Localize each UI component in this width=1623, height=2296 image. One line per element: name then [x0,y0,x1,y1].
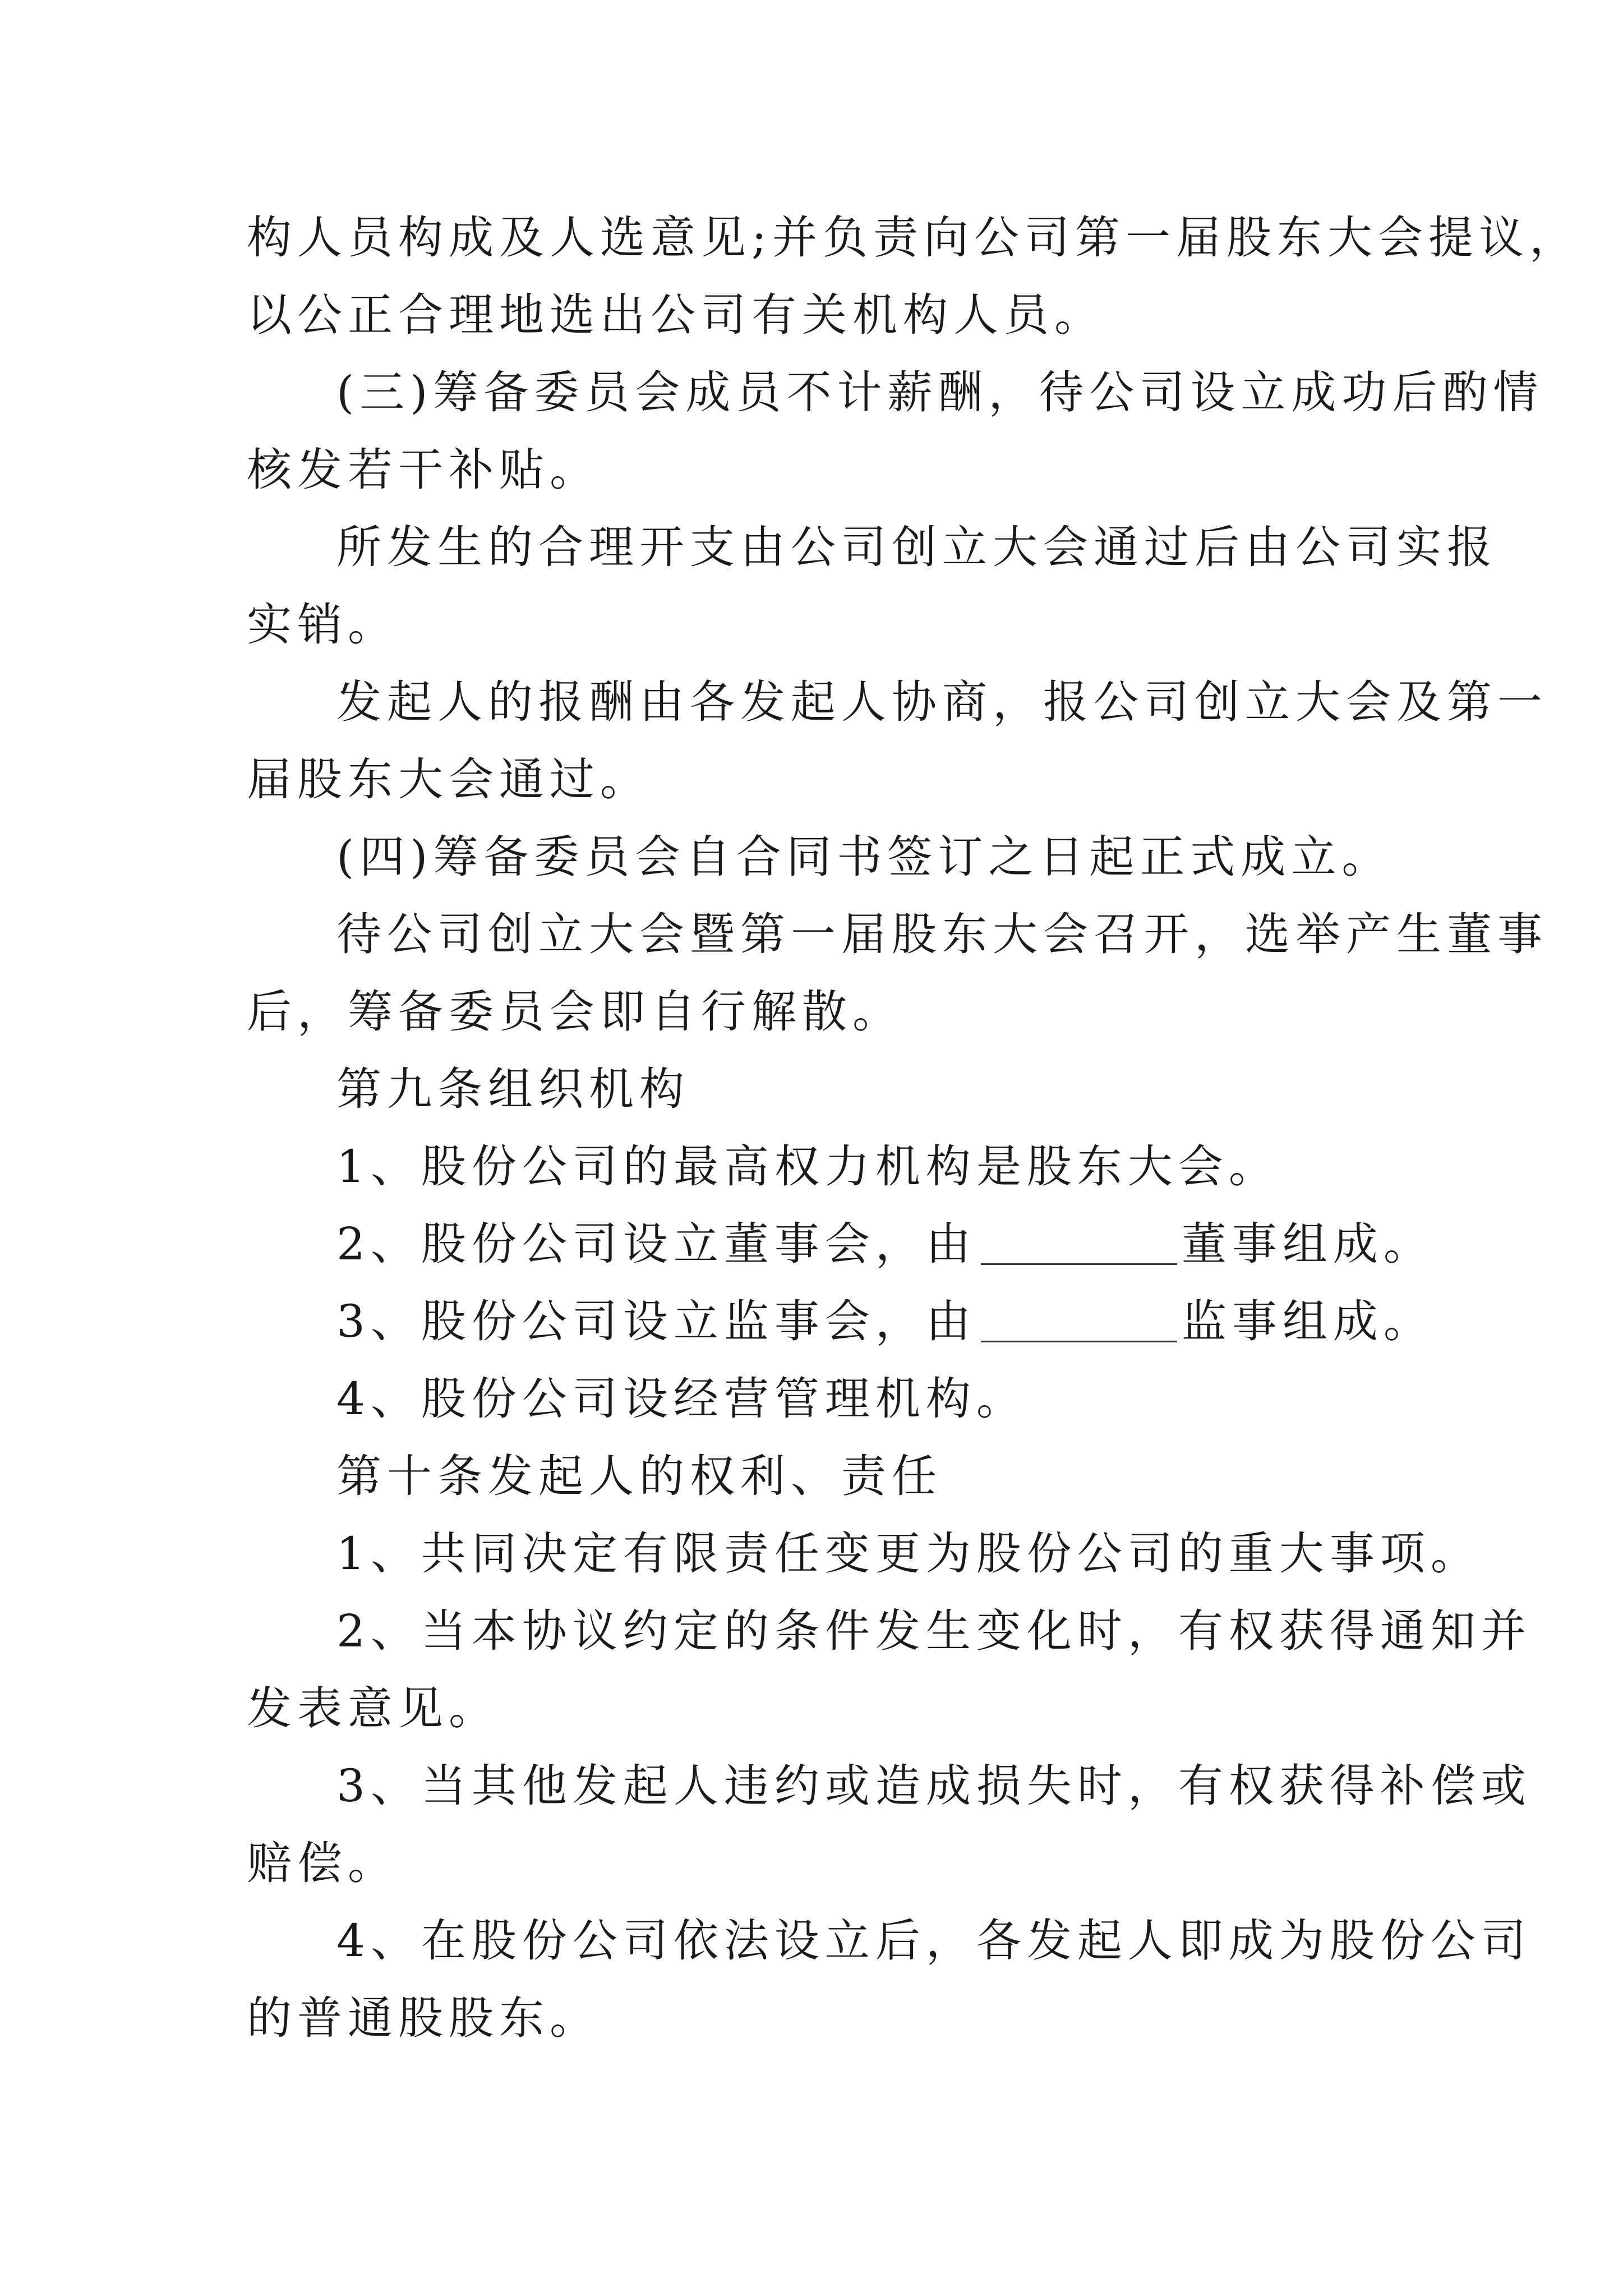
text-line-4: 核发若干补贴。 [247,444,600,496]
text-line-16: 4、股份公司设经营管理机构。 [336,1373,1027,1425]
text-line-2: 以公正合理地选出公司有关机构人员。 [247,289,1105,341]
text-line-24: 的普通股股东。 [247,1992,600,2044]
text-line-11: 后，筹备委员会即自行解散。 [247,986,903,1038]
fill-in-blank-supervisors [981,1296,1177,1342]
article-9-heading: 第九条组织机构 [336,1063,690,1115]
text-line-9: (四)筹备委员会自合同书签订之日起正式成立。 [336,831,1393,883]
text-line-14-prefix: 2、股份公司设立董事会，由 [336,1218,976,1270]
text-line-18: 1、共同决定有限责任变更为股份公司的重大事项。 [336,1527,1481,1580]
text-line-23: 4、在股份公司依法设立后，各发起人即成为股份公司 [336,1915,1532,1967]
text-line-14 [247,1205,1434,1283]
text-line-20: 发表意见。 [247,1682,499,1734]
text-line-15-suffix: 监事组成。 [1181,1295,1434,1347]
text-line-8: 届股东大会通过。 [247,753,651,806]
text-line-10: 待公司创立大会暨第一届股东大会召开，选举产生董事 [336,908,1548,960]
text-line-3: (三)筹备委员会成员不计薪酬，待公司设立成功后酌情 [336,366,1544,418]
text-line-15-prefix: 3、股份公司设立监事会，由 [336,1295,976,1347]
text-line-21: 3、当其他发起人违约或造成损失时，有权获得补偿或 [336,1760,1532,1812]
text-line-15 [247,1283,1434,1360]
text-line-22: 赔偿。 [247,1837,398,1889]
text-line-6: 实销。 [247,599,398,651]
text-line-19: 2、当本协议约定的条件发生变化时，有权获得通知并 [336,1605,1532,1657]
text-line-13: 1、股份公司的最高权力机构是股东大会。 [336,1140,1279,1193]
document-body [247,199,1580,2057]
text-line-5: 所发生的合理开支由公司创立大会通过后由公司实报 [336,521,1497,573]
article-10-heading: 第十条发起人的权利、责任 [336,1450,942,1502]
text-line-7: 发起人的报酬由各发起人协商，报公司创立大会及第一 [336,676,1548,728]
text-line-14-suffix: 董事组成。 [1181,1218,1434,1270]
fill-in-blank-directors [981,1218,1177,1265]
text-line-1: 构人员构成及人选意见;并负责向公司第一届股东大会提议， [247,211,1580,264]
